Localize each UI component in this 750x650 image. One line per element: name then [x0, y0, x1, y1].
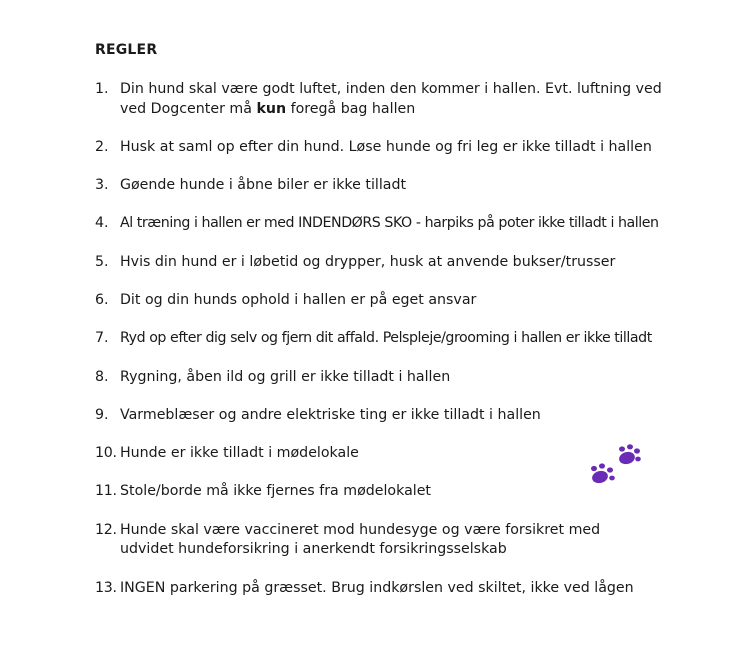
rule-text-line-1: Hunde skal være vaccineret mod hundesyge og være forsikret med	[120, 521, 601, 538]
rule-text: Ryd op efter dig selv og fjern dit affald. Pelspleje/grooming i hallen er ikke tilladt	[120, 330, 652, 347]
rule-number: 5.	[95, 253, 109, 270]
rule-item	[95, 329, 745, 349]
rule-number: 12.	[95, 521, 117, 538]
document-heading: REGLER	[95, 42, 158, 58]
rule-text: Al træning i hallen er med INDENDØRS SKO - harpiks på poter ikke tilladt i hallen	[120, 215, 659, 232]
rule-text: Hunde er ikke tilladt i mødelokale	[120, 445, 359, 462]
rule-item	[95, 482, 745, 502]
rule-text-segment: ved Dogcenter må	[120, 100, 257, 117]
rule-text: Varmeblæser og andre elektriske ting er ikke tilladt i hallen	[120, 406, 541, 423]
rule-text-line-2: udvidet hundeforsikring i anerkendt forsikringsselskab	[120, 541, 507, 558]
rule-number: 13.	[95, 579, 117, 596]
rule-number: 8.	[95, 368, 109, 385]
rule-number: 1.	[95, 81, 109, 97]
paw-prints-icon	[586, 443, 646, 488]
rules-list	[95, 80, 745, 617]
rule-number: 7.	[95, 330, 109, 347]
rule-item	[95, 521, 745, 560]
rule-text: INGEN parkering på græsset. Brug indkørslen ved skiltet, ikke ved lågen	[120, 579, 634, 596]
rule-item	[95, 579, 745, 599]
rule-text: Husk at saml op efter din hund. Løse hunde og fri leg er ikke tilladt i hallen	[120, 138, 652, 155]
rule-text: Gøende hunde i åbne biler er ikke tilladt	[120, 177, 407, 194]
rule-text-segment: foregå bag hallen	[286, 100, 416, 117]
rule-item	[95, 80, 745, 119]
rule-text-line-1: Din hund skal være godt luftet, inden den kommer i hallen. Evt. luftning ved	[120, 81, 662, 97]
rule-item	[95, 368, 745, 388]
rule-text-emphasis: kun	[256, 100, 287, 117]
rule-number: 4.	[95, 215, 109, 232]
rule-item	[95, 138, 745, 158]
rule-item	[95, 291, 745, 311]
rule-number: 2.	[95, 138, 109, 155]
rule-number: 9.	[95, 406, 109, 423]
rule-number: 3.	[95, 177, 109, 194]
rule-text: Rygning, åben ild og grill er ikke tilladt i hallen	[120, 368, 451, 385]
rule-item	[95, 444, 745, 464]
rule-text: Stole/borde må ikke fjernes fra mødelokalet	[120, 483, 431, 500]
rule-item	[95, 214, 745, 234]
rule-text: Hvis din hund er i løbetid og drypper, husk at anvende bukser/trusser	[120, 253, 616, 270]
rule-text: Dit og din hunds ophold i hallen er på eget ansvar	[120, 291, 477, 308]
rule-item	[95, 176, 745, 196]
rule-text-line-2	[120, 100, 745, 120]
rule-number: 11.	[95, 483, 117, 500]
rule-number: 10.	[95, 445, 117, 462]
rule-item	[95, 406, 745, 426]
rule-number: 6.	[95, 291, 109, 308]
rule-item	[95, 253, 745, 273]
